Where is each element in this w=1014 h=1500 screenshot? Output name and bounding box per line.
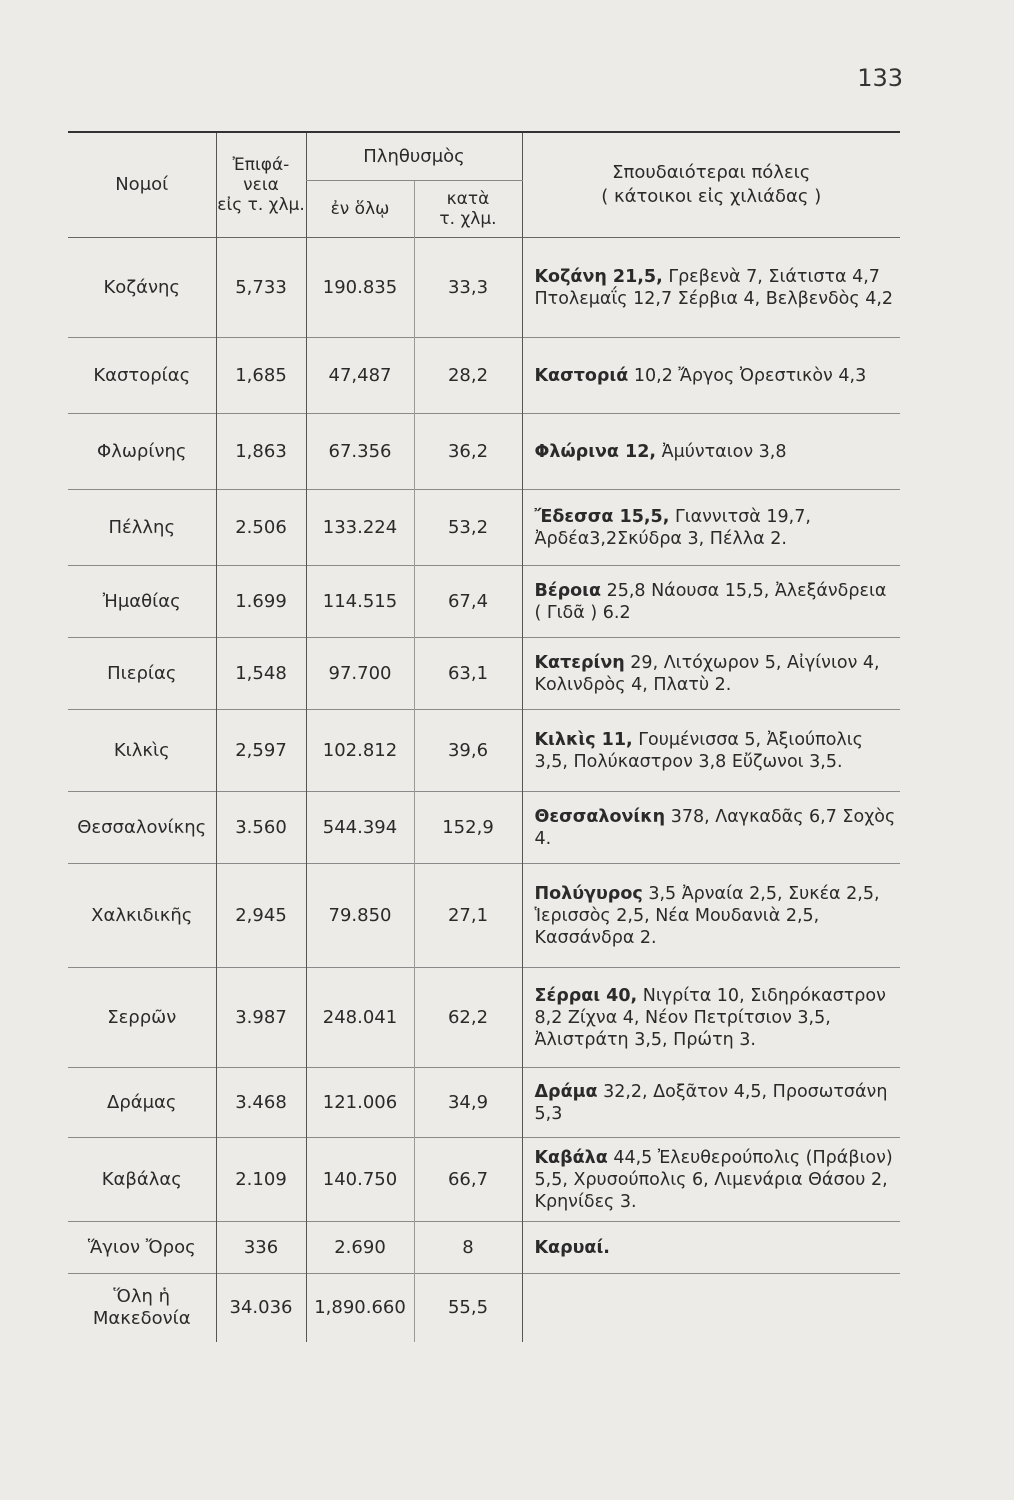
- nomos-name: Πιερίας: [68, 638, 216, 710]
- population-total: 102.812: [306, 710, 414, 792]
- density-value: 67,4: [414, 566, 522, 638]
- table-header: [68, 132, 900, 238]
- towns-cell: [522, 1138, 900, 1222]
- area-value: 2,945: [216, 864, 306, 968]
- area-value: 1,548: [216, 638, 306, 710]
- table-body: [68, 238, 900, 1342]
- population-total: 2.690: [306, 1222, 414, 1274]
- header-towns-text: Σπουδαιότεραι πόλεις ( κάτοικοι εἰς χιλιάδας ): [601, 162, 822, 207]
- density-value: 28,2: [414, 338, 522, 414]
- population-total: 133.224: [306, 490, 414, 566]
- density-value: 66,7: [414, 1138, 522, 1222]
- other-towns: 10,2 Ἄργος Ὀρεστικὸν 4,3: [633, 365, 867, 386]
- area-value: 2.109: [216, 1138, 306, 1222]
- nomos-name: Ὅλη ἡ Μακεδονία: [68, 1274, 216, 1342]
- main-town: Φλώρινα 12,: [534, 441, 657, 462]
- header-density: [414, 181, 522, 238]
- nomos-name: Ἠμαθίας: [68, 566, 216, 638]
- area-value: 2,597: [216, 710, 306, 792]
- header-total: ἐν ὅλῳ: [306, 181, 414, 238]
- header-population: Πληθυσμὸς: [306, 132, 522, 181]
- towns-cell: [522, 968, 900, 1068]
- area-value: 3.560: [216, 792, 306, 864]
- header-area: [216, 132, 306, 238]
- towns-cell: [522, 638, 900, 710]
- table-row: [68, 1068, 900, 1138]
- population-total: 544.394: [306, 792, 414, 864]
- towns-cell: [522, 566, 900, 638]
- header-nomoi: Νομοί: [68, 132, 216, 238]
- other-towns: 378, Λαγκαδᾶς 6,7 Σοχὸς 4.: [534, 806, 896, 849]
- other-towns: Νιγρίτα 10, Σιδηρόκαστρον 8,2 Ζίχνα 4, Νέον Πετρίτσιον 3,5, Ἀλιστράτη 3,5, Πρώτη 3.: [534, 985, 886, 1050]
- area-value: 1,863: [216, 414, 306, 490]
- nomos-name: Πέλλης: [68, 490, 216, 566]
- other-towns: 25,8 Νάουσα 15,5, Ἀλεξάνδρεια ( Γιδᾶ ) 6.2: [534, 580, 887, 623]
- table-row: [68, 338, 900, 414]
- density-value: 33,3: [414, 238, 522, 338]
- census-table: [68, 131, 900, 1342]
- other-towns: Γιαννιτσὰ 19,7, Ἀρδέα3,2Σκύδρα 3, Πέλλα 2.: [534, 506, 811, 549]
- main-town: Κιλκὶς 11,: [534, 729, 633, 750]
- density-value: 36,2: [414, 414, 522, 490]
- other-towns: 32,2, Δοξᾶτον 4,5, Προσωτσάνη 5,3: [534, 1081, 888, 1124]
- density-value: 27,1: [414, 864, 522, 968]
- density-value: 55,5: [414, 1274, 522, 1342]
- page-number: 133: [857, 64, 903, 92]
- main-town: Καστοριά: [534, 365, 629, 386]
- table-row: [68, 864, 900, 968]
- density-value: 39,6: [414, 710, 522, 792]
- nomos-name: Σερρῶν: [68, 968, 216, 1068]
- towns-cell: [522, 710, 900, 792]
- header-density-text: κατὰ τ. χλμ.: [439, 189, 497, 230]
- area-value: 1.699: [216, 566, 306, 638]
- main-town: Θεσσαλονίκη: [534, 806, 666, 827]
- area-value: 34.036: [216, 1274, 306, 1342]
- nomos-name: Θεσσαλονίκης: [68, 792, 216, 864]
- main-town: Βέροια: [534, 580, 601, 601]
- area-value: 3.987: [216, 968, 306, 1068]
- nomos-name: Δράμας: [68, 1068, 216, 1138]
- table-row: [68, 490, 900, 566]
- main-town: Καρυαί.: [534, 1237, 610, 1258]
- area-value: 5,733: [216, 238, 306, 338]
- table-row: [68, 414, 900, 490]
- towns-cell: [522, 338, 900, 414]
- other-towns: 44,5 Ἐλευθερούπολις (Πράβιον) 5,5, Χρυσούπολις 6, Λιμενάρια Θάσου 2, Κρηνίδες 3.: [534, 1147, 893, 1212]
- table-row: [68, 566, 900, 638]
- table-row: [68, 710, 900, 792]
- population-total: 97.700: [306, 638, 414, 710]
- nomos-name: Καστορίας: [68, 338, 216, 414]
- area-value: 1,685: [216, 338, 306, 414]
- header-towns: [522, 132, 900, 238]
- table-row: [68, 638, 900, 710]
- area-value: 3.468: [216, 1068, 306, 1138]
- density-value: 8: [414, 1222, 522, 1274]
- population-total: 121.006: [306, 1068, 414, 1138]
- towns-cell: [522, 490, 900, 566]
- other-towns: 29, Λιτόχωρον 5, Αἰγίνιον 4, Κολινδρὸς 4, Πλατὺ 2.: [534, 652, 880, 695]
- other-towns: 3,5 Ἀρναία 2,5, Συκέα 2,5, Ἱερισσὸς 2,5, Νέα Μουδανιὰ 2,5, Κασσάνδρα 2.: [534, 883, 880, 948]
- density-value: 63,1: [414, 638, 522, 710]
- main-town: Πολύγυρος: [534, 883, 643, 904]
- nomos-name: Χαλκιδικῆς: [68, 864, 216, 968]
- towns-cell: [522, 238, 900, 338]
- table-row: [68, 792, 900, 864]
- main-town: Κοζάνη 21,5,: [534, 266, 663, 287]
- nomos-name: Ἅγιον Ὄρος: [68, 1222, 216, 1274]
- header-area-text: Ἐπιφά- νεια εἰς τ. χλμ.: [217, 155, 305, 215]
- density-value: 152,9: [414, 792, 522, 864]
- main-town: Σέρραι 40,: [534, 985, 638, 1006]
- main-town: Δράμα: [534, 1081, 598, 1102]
- density-value: 53,2: [414, 490, 522, 566]
- population-total: 248.041: [306, 968, 414, 1068]
- population-total: 67.356: [306, 414, 414, 490]
- main-town: Ἔδεσσα 15,5,: [534, 506, 670, 527]
- density-value: 34,9: [414, 1068, 522, 1138]
- nomos-name: Κοζάνης: [68, 238, 216, 338]
- table-row: [68, 238, 900, 338]
- towns-cell: [522, 1068, 900, 1138]
- nomos-name: Κιλκὶς: [68, 710, 216, 792]
- towns-cell: [522, 792, 900, 864]
- other-towns: Ἀμύνταιον 3,8: [661, 441, 787, 462]
- towns-cell: [522, 414, 900, 490]
- nomos-name: Φλωρίνης: [68, 414, 216, 490]
- nomos-name: Καβάλας: [68, 1138, 216, 1222]
- towns-cell: [522, 1274, 900, 1342]
- population-total: 79.850: [306, 864, 414, 968]
- population-total: 114.515: [306, 566, 414, 638]
- table-row: [68, 968, 900, 1068]
- table-row: [68, 1138, 900, 1222]
- population-total: 140.750: [306, 1138, 414, 1222]
- towns-cell: [522, 1222, 900, 1274]
- area-value: 336: [216, 1222, 306, 1274]
- area-value: 2.506: [216, 490, 306, 566]
- density-value: 62,2: [414, 968, 522, 1068]
- table-row: [68, 1222, 900, 1274]
- main-town: Κατερίνη: [534, 652, 625, 673]
- population-total: 1,890.660: [306, 1274, 414, 1342]
- population-total: 190.835: [306, 238, 414, 338]
- towns-cell: [522, 864, 900, 968]
- other-towns: Γουμένισσα 5, Ἀξιούπολις 3,5, Πολύκαστρον 3,8 Εὔζωνοι 3,5.: [534, 729, 863, 772]
- main-town: Καβάλα: [534, 1147, 608, 1168]
- table-row: [68, 1274, 900, 1342]
- other-towns: Γρεβενὰ 7, Σιάτιστα 4,7 Πτολεμαΐς 12,7 Σέρβια 4, Βελβενδὸς 4,2: [534, 266, 894, 309]
- population-total: 47,487: [306, 338, 414, 414]
